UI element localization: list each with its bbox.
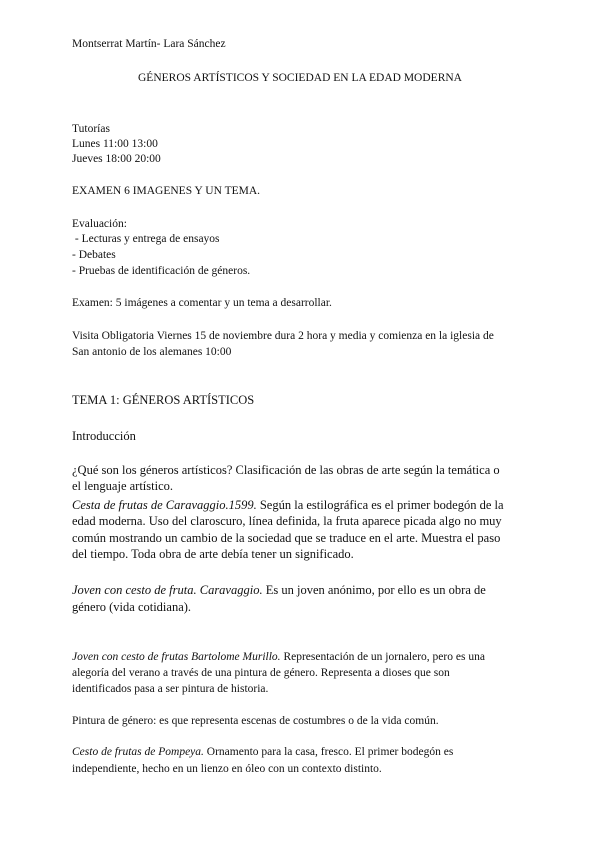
- joven-murillo-line: alegoría del verano a través de una pintura de género. Representa a dioses que son: [72, 667, 450, 679]
- visita-line: Visita Obligatoria Viernes 15 de noviembre dura 2 hora y media y comienza en la iglesia de: [72, 330, 494, 342]
- author-name: Montserrat Martín- Lara Sánchez: [72, 38, 226, 50]
- examen-heading: EXAMEN 6 IMAGENES Y UN TEMA.: [72, 185, 261, 197]
- cesta-paragraph-line: [72, 497, 504, 513]
- joven-murillo-text: Representación de un jornalero, pero es una: [280, 651, 485, 663]
- pompeya-title: Cesto de frutas de Pompeya.: [72, 746, 204, 758]
- introduccion-heading: Introducción: [72, 429, 136, 443]
- tutorias-heading: Tutorías: [72, 123, 110, 135]
- joven-caravaggio-line: género (vida cotidiana).: [72, 600, 192, 614]
- cesta-text: Según la estilográfica es el primer bodegón de la: [256, 498, 504, 512]
- evaluacion-heading: Evaluación:: [72, 218, 127, 230]
- evaluacion-item: - Pruebas de identificación de géneros.: [72, 265, 251, 277]
- cesta-paragraph-line: común mostrando un cambio de la sociedad que se traduce en el arte. Muestra el paso: [72, 531, 501, 545]
- pregunta-line: ¿Qué son los géneros artísticos? Clasificación de las obras de arte según la temática o: [72, 463, 500, 477]
- cesta-paragraph-line: edad moderna. Uso del claroscuro, línea definida, la fruta aparece picada algo no muy: [72, 514, 502, 528]
- pompeya-line: [72, 745, 453, 759]
- document-title: GÉNEROS ARTÍSTICOS Y SOCIEDAD EN LA EDAD MODERNA: [138, 72, 462, 84]
- tema-heading: TEMA 1: GÉNEROS ARTÍSTICOS: [72, 393, 255, 407]
- joven-murillo-line: identificados pasa a ser pintura de historia.: [72, 683, 269, 695]
- tutorias-line: Jueves 18:00 20:00: [72, 153, 161, 165]
- joven-murillo-line: [72, 650, 485, 664]
- pompeya-line: independiente, hecho en un lienzo en óleo con un contexto distinto.: [72, 763, 382, 775]
- visita-line: San antonio de los alemanes 10:00: [72, 346, 232, 358]
- cesta-paragraph-line: del tiempo. Toda obra de arte debía tener un significado.: [72, 547, 354, 561]
- tutorias-line: Lunes 11:00 13:00: [72, 138, 158, 150]
- joven-caravaggio-text: Es un joven anónimo, por ello es un obra de: [262, 583, 486, 597]
- examen-line: Examen: 5 imágenes a comentar y un tema a desarrollar.: [72, 297, 332, 309]
- evaluacion-item: - Lecturas y entrega de ensayos: [72, 233, 220, 245]
- joven-caravaggio-line: [72, 582, 486, 598]
- cesta-title: Cesta de frutas de Caravaggio.1599.: [72, 498, 257, 512]
- pompeya-text: Ornamento para la casa, fresco. El primer bodegón es: [203, 746, 454, 758]
- joven-caravaggio-title: Joven con cesto de fruta. Caravaggio.: [72, 583, 263, 597]
- pintura-genero-line: Pintura de género: es que representa escenas de costumbres o de la vida común.: [72, 715, 439, 727]
- pregunta-line: el lenguaje artístico.: [72, 479, 174, 493]
- evaluacion-item: - Debates: [72, 249, 116, 261]
- joven-murillo-title: Joven con cesto de frutas Bartolome Murillo.: [72, 651, 281, 663]
